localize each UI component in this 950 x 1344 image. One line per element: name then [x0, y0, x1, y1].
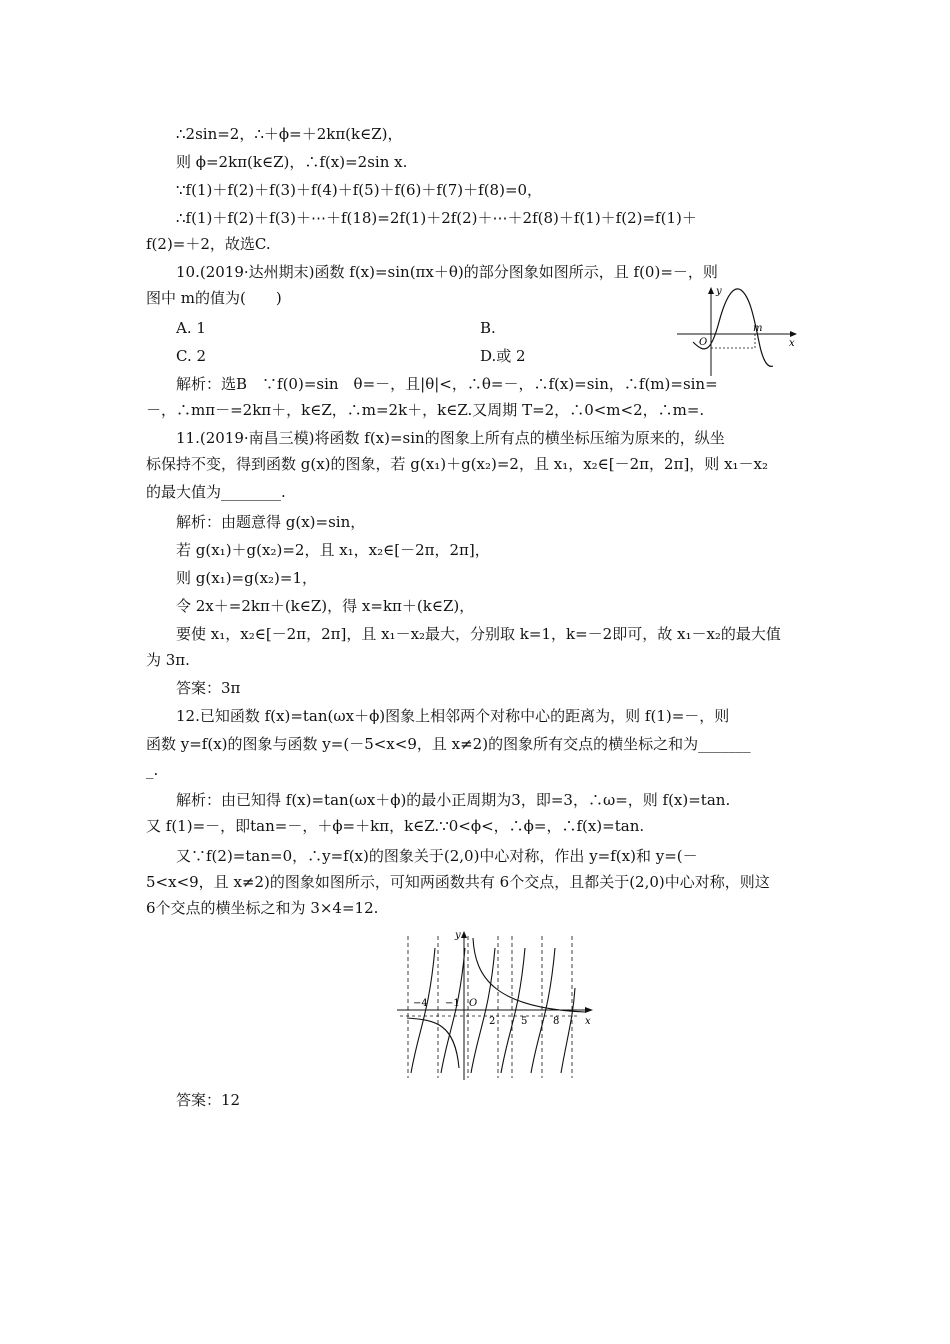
text-line: 5<x<9，且 x≠2)的图象如图所示，可知两函数共有 6个交点，且都关于(2,0)中心对称，则这	[146, 873, 770, 891]
text-line: ∵f(1)＋f(2)＋f(3)＋f(4)＋f(5)＋f(6)＋f(7)＋f(8)=0，	[176, 181, 543, 199]
text-line: 函数 y=f(x)的图象与函数 y=(－5<x<9，且 x≠2)的图象所有交点的横坐标之和为_______	[146, 735, 751, 753]
graph1-y-label: y	[716, 286, 722, 297]
text-line: 则 ϕ=2kπ(k∈Z)，∴f(x)=2sin x.	[176, 153, 408, 171]
graph1-x-label: x	[789, 338, 795, 349]
graph1-origin-label: O	[699, 337, 708, 348]
q10-option-b: B.	[480, 319, 496, 337]
graph2-tick-label: 2	[489, 1016, 496, 1027]
text-line: 答案：3π	[176, 679, 241, 697]
text-line: 又 f(1)=－，即tan=－，＋ϕ=＋kπ，k∈Z.∵0<ϕ<，∴ϕ=，∴f(x)=tan.	[146, 817, 645, 835]
graph1-m-label: m	[753, 323, 763, 334]
q10-option-d: D.或 2	[480, 347, 526, 365]
text-line: 图中 m的值为( )	[146, 289, 282, 307]
text-line: 6个交点的横坐标之和为 3×4=12.	[146, 899, 379, 917]
text-line: 又∵f(2)=tan=0，∴y=f(x)的图象关于(2,0)中心对称，作出 y=f(x)和 y=(－	[176, 847, 698, 865]
text-line: _.	[146, 761, 159, 779]
text-line: 解析：选B ∵f(0)=sin θ=－，且|θ|<，∴θ=－，∴f(x)=sin，∴f(m)=sin=	[176, 375, 718, 393]
text-line: 10.(2019·达州期末)函数 f(x)=sin(πx＋θ)的部分图象如图所示，且 f(0)=－，则	[176, 263, 718, 281]
text-line: 12.已知函数 f(x)=tan(ωx＋ϕ)图象上相邻两个对称中心的距离为，则 f(1)=－，则	[176, 707, 730, 725]
text-line: 答案：12	[176, 1091, 241, 1109]
q10-option-c: C. 2	[176, 347, 207, 365]
graph2-origin-label: O	[469, 998, 478, 1009]
q10-sine-graph	[675, 282, 800, 378]
text-line: －，∴mπ－=2kπ＋，k∈Z，∴m=2k＋，k∈Z.又周期 T=2，∴0<m<2，∴m=.	[146, 401, 705, 419]
text-line: f(2)=＋2，故选C.	[146, 235, 271, 253]
text-line: 11.(2019·南昌三模)将函数 f(x)=sin的图象上所有点的横坐标压缩为原来的，纵坐	[176, 429, 725, 447]
text-line: ∴2sin=2，∴＋ϕ=＋2kπ(k∈Z)，	[176, 125, 403, 143]
graph2-tick-label: 5	[521, 1016, 528, 1027]
graph2-tick-label: −1	[445, 998, 460, 1009]
graph2-y-label: y	[455, 930, 461, 941]
text-line: 为 3π.	[146, 651, 190, 669]
text-line: ∴f(1)＋f(2)＋f(3)＋⋯＋f(18)=2f(1)＋2f(2)＋⋯＋2f(8)＋f(1)＋f(2)=f(1)＋	[176, 209, 697, 227]
text-line: 令 2x＋=2kπ＋(k∈Z)，得 x=kπ＋(k∈Z)，	[176, 597, 475, 615]
graph2-tick-label: −4	[413, 998, 428, 1009]
text-line: 标保持不变，得到函数 g(x)的图象，若 g(x₁)＋g(x₂)=2，且 x₁，x₂∈[－2π，2π]，则 x₁－x₂	[146, 455, 769, 473]
text-line: 若 g(x₁)＋g(x₂)=2，且 x₁，x₂∈[－2π，2π]，	[176, 541, 490, 559]
text-line: 解析：由已知得 f(x)=tan(ωx＋ϕ)的最小正周期为3，即=3，∴ω=，则 f(x)=tan.	[176, 791, 731, 809]
q10-option-a: A. 1	[176, 319, 206, 337]
text-line: 的最大值为________.	[146, 483, 286, 501]
graph2-tick-label: 8	[553, 1016, 560, 1027]
text-line: 解析：由题意得 g(x)=sin，	[176, 513, 366, 531]
text-line: 要使 x₁，x₂∈[－2π，2π]，且 x₁－x₂最大，分别取 k=1，k=－2即可，故 x₁－x₂的最大值	[176, 625, 781, 643]
q12-tan-graph	[395, 928, 600, 1083]
text-line: 则 g(x₁)=g(x₂)=1，	[176, 569, 318, 587]
graph2-x-label: x	[585, 1016, 591, 1027]
